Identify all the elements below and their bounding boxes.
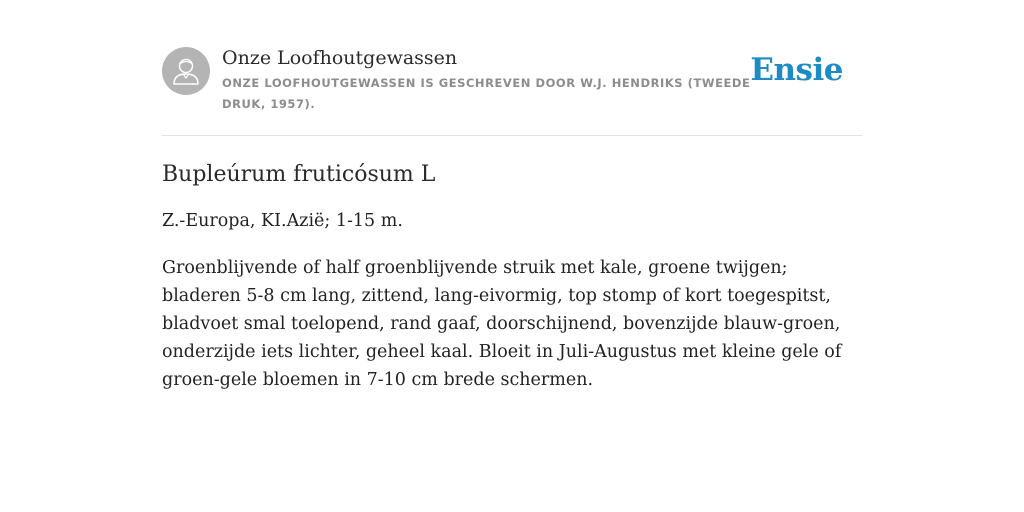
entry-title: Bupleúrum fruticósum L — [162, 162, 436, 187]
book-title[interactable]: Onze Loofhoutgewassen — [222, 47, 458, 69]
entry-paragraph-distribution: Z.-Europa, KI.Azië; 1-15 m. — [162, 211, 403, 231]
header-divider — [162, 135, 862, 136]
book-header — [162, 46, 862, 116]
entry-paragraph-description: Groenblijvende of half groenblijvende struik met kale, groene twijgen; bladeren 5-8 cm lang, zittend, lang-eivormig, top stomp of kort toegespitst, bladvoet smal toelopend, rand gaaf, doorschijnend, bovenzijde blauw-groen, onderzijde iets lichter, geheel kaal. Bloeit in Juli-Augustus met kleine gele of groen-gele bloemen in 7-10 cm brede schermen. — [162, 258, 842, 390]
ensie-logo[interactable]: Ensie — [750, 52, 843, 88]
user-icon[interactable] — [162, 47, 210, 95]
book-description: ONZE LOOFHOUTGEWASSEN IS GESCHREVEN DOOR W.J. HENDRIKS (TWEEDE DRUK, 1957). — [222, 76, 751, 111]
entry-content — [162, 158, 862, 413]
